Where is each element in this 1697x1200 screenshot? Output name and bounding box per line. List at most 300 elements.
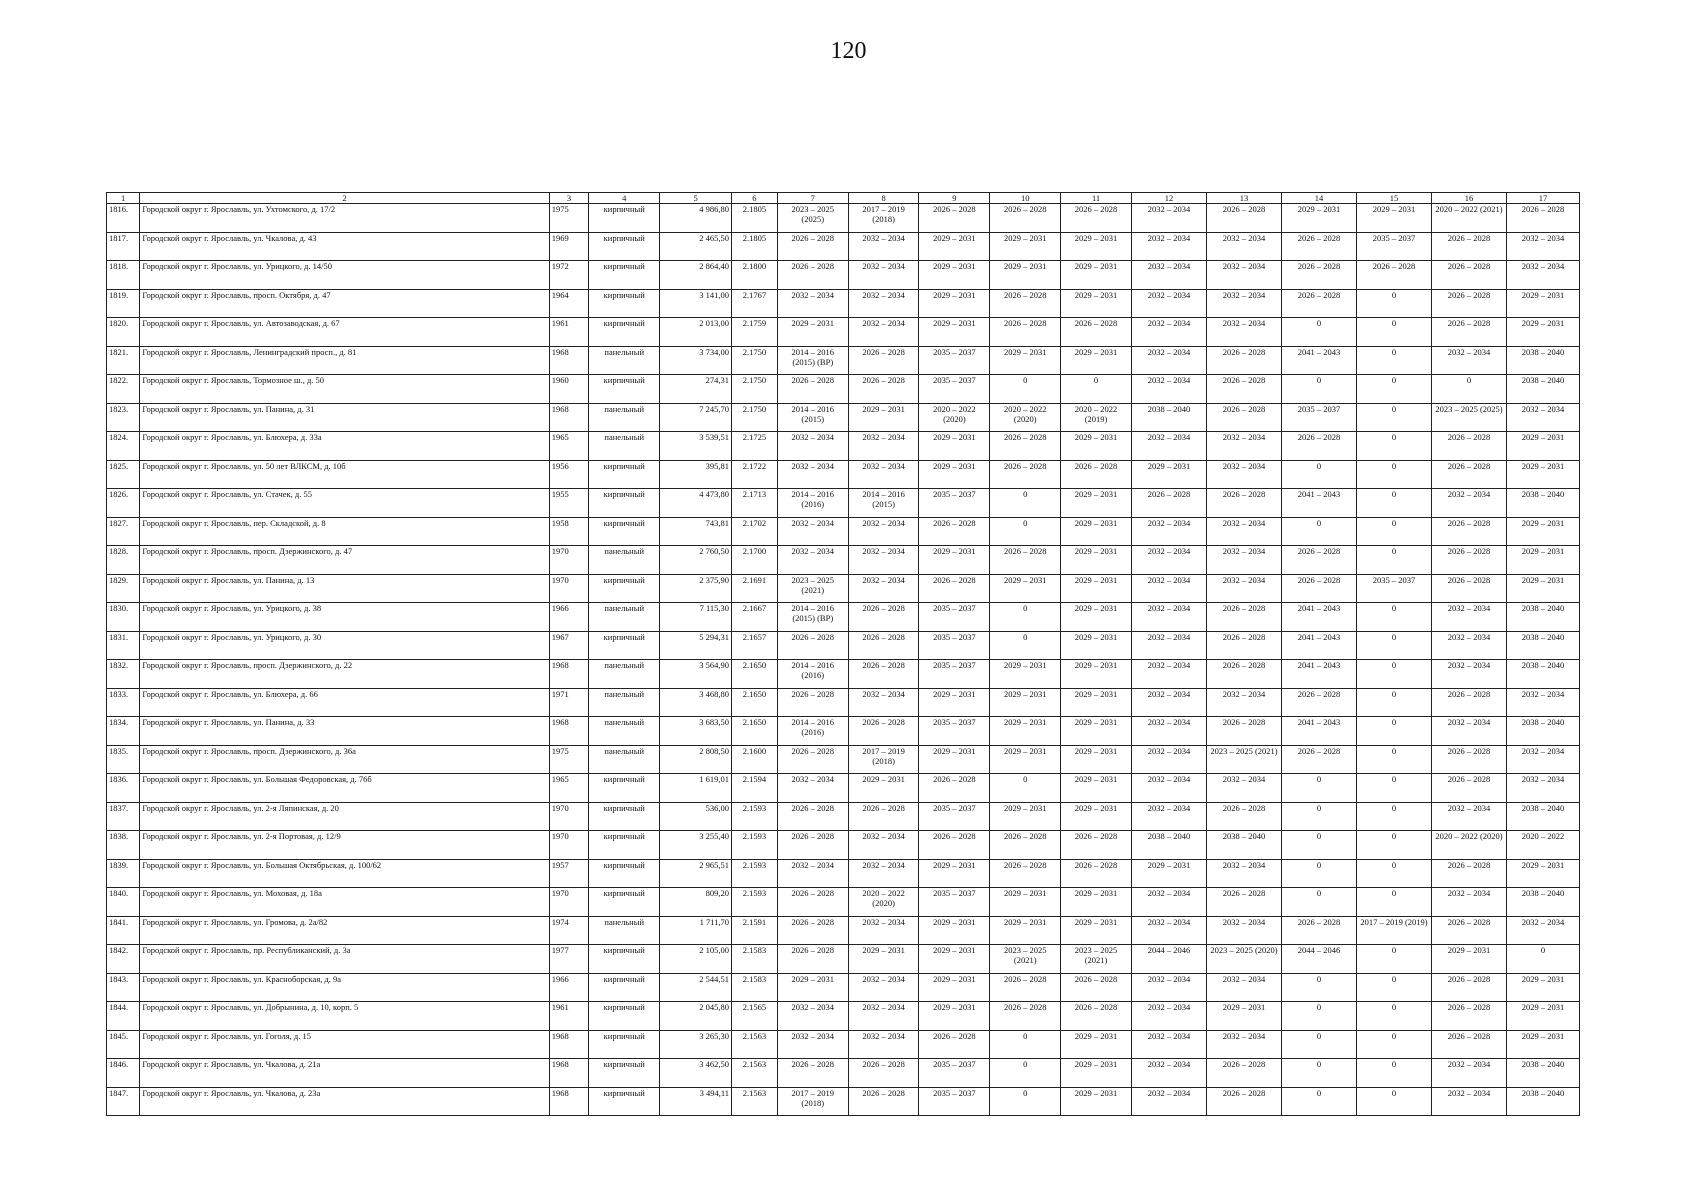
period-col-12-cell: 2026 – 2028 [1131,489,1206,518]
row-number-cell: 1832. [107,660,140,689]
wall-material-cell: панельный [589,403,660,432]
wall-material-cell: кирпичный [589,1002,660,1031]
address-cell: Городской округ г. Ярославль, просп. Дзержинского, д. 47 [140,546,549,575]
rank-cell: 2.1805 [732,204,778,233]
rank-cell: 2.1563 [732,1059,778,1088]
period-col-11-cell: 2026 – 2028 [1061,831,1132,860]
period-col-15-cell: 2026 – 2028 [1356,261,1431,290]
area-cell: 3 734,00 [660,346,732,375]
period-col-12-cell: 2032 – 2034 [1131,261,1206,290]
row-number-cell: 1835. [107,745,140,774]
period-col-10-cell: 0 [990,603,1061,632]
registry-table-container [106,192,1580,1116]
area-cell: 3 468,80 [660,688,732,717]
period-col-15-cell: 0 [1356,802,1431,831]
address-cell: Городской округ г. Ярославль, ул. Блюхера, д. 66 [140,688,549,717]
period-col-7-cell: 2029 – 2031 [777,318,848,347]
period-col-13-cell: 2026 – 2028 [1206,489,1281,518]
area-cell: 2 544,51 [660,973,732,1002]
table-row [107,717,1580,746]
period-col-15-cell: 2017 – 2019 (2019) [1356,916,1431,945]
period-col-14-cell: 2026 – 2028 [1281,546,1356,575]
table-row [107,403,1580,432]
period-col-11-cell: 2029 – 2031 [1061,717,1132,746]
period-col-14-cell: 0 [1281,831,1356,860]
address-cell: Городской округ г. Ярославль, ул. Урицкого, д. 38 [140,603,549,632]
year-built-cell: 1960 [549,375,589,404]
period-col-13-cell: 2032 – 2034 [1206,432,1281,461]
address-cell: Городской округ г. Ярославль, Тормозное ш., д. 50 [140,375,549,404]
address-cell: Городской округ г. Ярославль, ул. Большая Октябрьская, д. 100/62 [140,859,549,888]
period-col-13-cell: 2032 – 2034 [1206,546,1281,575]
period-col-10-cell: 2029 – 2031 [990,717,1061,746]
period-col-10-cell: 2029 – 2031 [990,660,1061,689]
row-number-cell: 1839. [107,859,140,888]
period-col-11-cell: 2029 – 2031 [1061,774,1132,803]
period-col-13-cell: 2032 – 2034 [1206,688,1281,717]
rank-cell: 2.1593 [732,888,778,917]
period-col-17-cell: 2029 – 2031 [1506,574,1579,603]
table-row [107,631,1580,660]
column-header-10: 10 [990,193,1061,204]
rank-cell: 2.1691 [732,574,778,603]
rank-cell: 2.1583 [732,973,778,1002]
period-col-8-cell: 2032 – 2034 [848,460,919,489]
period-col-9-cell: 2029 – 2031 [919,289,990,318]
area-cell: 1 711,70 [660,916,732,945]
period-col-10-cell: 0 [990,375,1061,404]
period-col-12-cell: 2032 – 2034 [1131,688,1206,717]
row-number-cell: 1831. [107,631,140,660]
rank-cell: 2.1650 [732,717,778,746]
period-col-8-cell: 2032 – 2034 [848,261,919,290]
period-col-16-cell: 2032 – 2034 [1431,1087,1506,1116]
period-col-15-cell: 0 [1356,546,1431,575]
period-col-12-cell: 2032 – 2034 [1131,802,1206,831]
period-col-16-cell: 2032 – 2034 [1431,888,1506,917]
period-col-11-cell: 2029 – 2031 [1061,546,1132,575]
wall-material-cell: панельный [589,916,660,945]
period-col-9-cell: 2035 – 2037 [919,802,990,831]
year-built-cell: 1961 [549,318,589,347]
table-row [107,688,1580,717]
period-col-9-cell: 2035 – 2037 [919,489,990,518]
period-col-17-cell: 2038 – 2040 [1506,1087,1579,1116]
wall-material-cell: кирпичный [589,973,660,1002]
year-built-cell: 1964 [549,289,589,318]
period-col-8-cell: 2029 – 2031 [848,774,919,803]
period-col-12-cell: 2032 – 2034 [1131,1087,1206,1116]
period-col-9-cell: 2029 – 2031 [919,745,990,774]
period-col-8-cell: 2017 – 2019 (2018) [848,745,919,774]
table-row [107,1030,1580,1059]
period-col-8-cell: 2032 – 2034 [848,318,919,347]
period-col-12-cell: 2032 – 2034 [1131,204,1206,233]
period-col-10-cell: 2020 – 2022 (2020) [990,403,1061,432]
area-cell: 743,81 [660,517,732,546]
column-header-3: 3 [549,193,589,204]
address-cell: Городской округ г. Ярославль, ул. Добрынина, д. 10, корп. 5 [140,1002,549,1031]
row-number-cell: 1822. [107,375,140,404]
period-col-15-cell: 0 [1356,1030,1431,1059]
wall-material-cell: кирпичный [589,318,660,347]
area-cell: 3 141,00 [660,289,732,318]
period-col-13-cell: 2026 – 2028 [1206,603,1281,632]
period-col-9-cell: 2035 – 2037 [919,888,990,917]
period-col-13-cell: 2026 – 2028 [1206,346,1281,375]
wall-material-cell: кирпичный [589,375,660,404]
period-col-13-cell: 2032 – 2034 [1206,460,1281,489]
period-col-12-cell: 2032 – 2034 [1131,916,1206,945]
column-header-8: 8 [848,193,919,204]
period-col-13-cell: 2026 – 2028 [1206,802,1281,831]
column-header-13: 13 [1206,193,1281,204]
table-row [107,888,1580,917]
area-cell: 3 539,51 [660,432,732,461]
period-col-13-cell: 2029 – 2031 [1206,1002,1281,1031]
period-col-17-cell: 2032 – 2034 [1506,688,1579,717]
column-header-4: 4 [589,193,660,204]
address-cell: Городской округ г. Ярославль, ул. Автозаводская, д. 67 [140,318,549,347]
year-built-cell: 1965 [549,774,589,803]
period-col-13-cell: 2032 – 2034 [1206,574,1281,603]
period-col-16-cell: 2029 – 2031 [1431,945,1506,974]
row-number-cell: 1830. [107,603,140,632]
period-col-8-cell: 2026 – 2028 [848,346,919,375]
rank-cell: 2.1767 [732,289,778,318]
rank-cell: 2.1750 [732,375,778,404]
period-col-8-cell: 2020 – 2022 (2020) [848,888,919,917]
period-col-17-cell: 2038 – 2040 [1506,489,1579,518]
wall-material-cell: кирпичный [589,888,660,917]
period-col-15-cell: 0 [1356,489,1431,518]
period-col-10-cell: 2029 – 2031 [990,802,1061,831]
year-built-cell: 1969 [549,232,589,261]
wall-material-cell: кирпичный [589,1087,660,1116]
rank-cell: 2.1759 [732,318,778,347]
address-cell: Городской округ г. Ярославль, ул. Панина, д. 31 [140,403,549,432]
period-col-10-cell: 2029 – 2031 [990,688,1061,717]
period-col-7-cell: 2026 – 2028 [777,888,848,917]
row-number-cell: 1820. [107,318,140,347]
period-col-16-cell: 2026 – 2028 [1431,973,1506,1002]
period-col-7-cell: 2032 – 2034 [777,517,848,546]
period-col-17-cell: 2032 – 2034 [1506,403,1579,432]
period-col-12-cell: 2032 – 2034 [1131,346,1206,375]
area-cell: 2 465,50 [660,232,732,261]
rank-cell: 2.1750 [732,346,778,375]
period-col-14-cell: 2035 – 2037 [1281,403,1356,432]
year-built-cell: 1966 [549,973,589,1002]
period-col-9-cell: 2035 – 2037 [919,603,990,632]
period-col-14-cell: 0 [1281,1087,1356,1116]
period-col-17-cell: 2038 – 2040 [1506,660,1579,689]
rank-cell: 2.1565 [732,1002,778,1031]
period-col-8-cell: 2029 – 2031 [848,403,919,432]
period-col-11-cell: 2020 – 2022 (2019) [1061,403,1132,432]
period-col-12-cell: 2038 – 2040 [1131,403,1206,432]
row-number-cell: 1828. [107,546,140,575]
period-col-8-cell: 2032 – 2034 [848,517,919,546]
period-col-9-cell: 2026 – 2028 [919,574,990,603]
period-col-7-cell: 2032 – 2034 [777,460,848,489]
period-col-17-cell: 2029 – 2031 [1506,546,1579,575]
period-col-14-cell: 2029 – 2031 [1281,204,1356,233]
period-col-16-cell: 2026 – 2028 [1431,859,1506,888]
year-built-cell: 1966 [549,603,589,632]
wall-material-cell: панельный [589,745,660,774]
year-built-cell: 1971 [549,688,589,717]
period-col-16-cell: 2026 – 2028 [1431,318,1506,347]
period-col-9-cell: 2020 – 2022 (2020) [919,403,990,432]
area-cell: 4 473,80 [660,489,732,518]
address-cell: Городской округ г. Ярославль, просп. Октября, д. 47 [140,289,549,318]
wall-material-cell: панельный [589,688,660,717]
wall-material-cell: кирпичный [589,232,660,261]
period-col-7-cell: 2029 – 2031 [777,973,848,1002]
period-col-9-cell: 2026 – 2028 [919,517,990,546]
year-built-cell: 1968 [549,1087,589,1116]
period-col-8-cell: 2026 – 2028 [848,1059,919,1088]
period-col-14-cell: 2026 – 2028 [1281,289,1356,318]
period-col-11-cell: 2029 – 2031 [1061,888,1132,917]
period-col-14-cell: 2026 – 2028 [1281,261,1356,290]
column-header-2: 2 [140,193,549,204]
period-col-15-cell: 0 [1356,973,1431,1002]
rank-cell: 2.1702 [732,517,778,546]
period-col-7-cell: 2023 – 2025 (2021) [777,574,848,603]
period-col-12-cell: 2032 – 2034 [1131,517,1206,546]
area-cell: 3 255,40 [660,831,732,860]
period-col-11-cell: 2026 – 2028 [1061,973,1132,1002]
period-col-12-cell: 2032 – 2034 [1131,888,1206,917]
period-col-17-cell: 2038 – 2040 [1506,888,1579,917]
period-col-10-cell: 2029 – 2031 [990,745,1061,774]
period-col-13-cell: 2032 – 2034 [1206,916,1281,945]
row-number-cell: 1840. [107,888,140,917]
period-col-7-cell: 2014 – 2016 (2015) (ВР) [777,603,848,632]
period-col-14-cell: 2026 – 2028 [1281,688,1356,717]
period-col-15-cell: 0 [1356,517,1431,546]
period-col-15-cell: 0 [1356,1059,1431,1088]
period-col-17-cell: 2032 – 2034 [1506,232,1579,261]
period-col-10-cell: 2029 – 2031 [990,261,1061,290]
year-built-cell: 1974 [549,916,589,945]
period-col-16-cell: 2032 – 2034 [1431,346,1506,375]
period-col-11-cell: 2029 – 2031 [1061,802,1132,831]
period-col-17-cell: 2026 – 2028 [1506,204,1579,233]
table-row [107,517,1580,546]
table-row [107,1087,1580,1116]
period-col-9-cell: 2035 – 2037 [919,660,990,689]
table-row [107,232,1580,261]
period-col-14-cell: 0 [1281,888,1356,917]
period-col-10-cell: 2026 – 2028 [990,859,1061,888]
address-cell: Городской округ г. Ярославль, ул. 2-я Ляпинская, д. 20 [140,802,549,831]
table-row [107,916,1580,945]
rank-cell: 2.1667 [732,603,778,632]
address-cell: Городской округ г. Ярославль, ул. Гоголя, д. 15 [140,1030,549,1059]
period-col-15-cell: 0 [1356,1002,1431,1031]
period-col-10-cell: 0 [990,517,1061,546]
period-col-8-cell: 2026 – 2028 [848,660,919,689]
period-col-13-cell: 2032 – 2034 [1206,261,1281,290]
period-col-11-cell: 2029 – 2031 [1061,745,1132,774]
rank-cell: 2.1583 [732,945,778,974]
period-col-10-cell: 2026 – 2028 [990,973,1061,1002]
year-built-cell: 1968 [549,1030,589,1059]
period-col-12-cell: 2032 – 2034 [1131,745,1206,774]
year-built-cell: 1968 [549,403,589,432]
period-col-9-cell: 2029 – 2031 [919,546,990,575]
rank-cell: 2.1700 [732,546,778,575]
row-number-cell: 1827. [107,517,140,546]
period-col-16-cell: 2026 – 2028 [1431,432,1506,461]
rank-cell: 2.1593 [732,802,778,831]
period-col-17-cell: 2038 – 2040 [1506,346,1579,375]
table-row [107,375,1580,404]
area-cell: 536,00 [660,802,732,831]
period-col-12-cell: 2032 – 2034 [1131,1059,1206,1088]
period-col-11-cell: 2029 – 2031 [1061,916,1132,945]
rank-cell: 2.1722 [732,460,778,489]
period-col-7-cell: 2032 – 2034 [777,1002,848,1031]
address-cell: Городской округ г. Ярославль, пр. Республиканский, д. 3а [140,945,549,974]
period-col-14-cell: 2041 – 2043 [1281,660,1356,689]
period-col-8-cell: 2032 – 2034 [848,546,919,575]
period-col-12-cell: 2032 – 2034 [1131,973,1206,1002]
period-col-9-cell: 2029 – 2031 [919,1002,990,1031]
period-col-14-cell: 2041 – 2043 [1281,489,1356,518]
period-col-7-cell: 2026 – 2028 [777,261,848,290]
table-row [107,261,1580,290]
area-cell: 395,81 [660,460,732,489]
period-col-11-cell: 2026 – 2028 [1061,460,1132,489]
row-number-cell: 1843. [107,973,140,1002]
period-col-12-cell: 2029 – 2031 [1131,859,1206,888]
period-col-7-cell: 2026 – 2028 [777,1059,848,1088]
period-col-10-cell: 2029 – 2031 [990,888,1061,917]
wall-material-cell: кирпичный [589,774,660,803]
period-col-7-cell: 2026 – 2028 [777,916,848,945]
address-cell: Городской округ г. Ярославль, ул. 2-я Портовая, д. 12/9 [140,831,549,860]
period-col-7-cell: 2026 – 2028 [777,831,848,860]
year-built-cell: 1970 [549,574,589,603]
period-col-17-cell: 2020 – 2022 [1506,831,1579,860]
period-col-10-cell: 2029 – 2031 [990,916,1061,945]
row-number-cell: 1821. [107,346,140,375]
row-number-cell: 1823. [107,403,140,432]
period-col-13-cell: 2032 – 2034 [1206,318,1281,347]
table-row [107,460,1580,489]
period-col-11-cell: 0 [1061,375,1132,404]
period-col-15-cell: 0 [1356,603,1431,632]
area-cell: 2 105,00 [660,945,732,974]
period-col-16-cell: 2026 – 2028 [1431,517,1506,546]
year-built-cell: 1967 [549,631,589,660]
rank-cell: 2.1800 [732,261,778,290]
period-col-15-cell: 0 [1356,432,1431,461]
period-col-10-cell: 2026 – 2028 [990,204,1061,233]
year-built-cell: 1968 [549,1059,589,1088]
period-col-14-cell: 2041 – 2043 [1281,631,1356,660]
wall-material-cell: кирпичный [589,1059,660,1088]
area-cell: 3 564,90 [660,660,732,689]
period-col-13-cell: 2026 – 2028 [1206,204,1281,233]
period-col-11-cell: 2029 – 2031 [1061,517,1132,546]
rank-cell: 2.1563 [732,1087,778,1116]
period-col-9-cell: 2026 – 2028 [919,204,990,233]
period-col-17-cell: 2038 – 2040 [1506,631,1579,660]
period-col-10-cell: 2029 – 2031 [990,346,1061,375]
period-col-16-cell: 2026 – 2028 [1431,546,1506,575]
address-cell: Городской округ г. Ярославль, ул. Стачек, д. 55 [140,489,549,518]
period-col-9-cell: 2035 – 2037 [919,1087,990,1116]
column-header-1: 1 [107,193,140,204]
period-col-9-cell: 2035 – 2037 [919,375,990,404]
address-cell: Городской округ г. Ярославль, ул. Чкалова, д. 43 [140,232,549,261]
area-cell: 3 462,50 [660,1059,732,1088]
area-cell: 2 760,50 [660,546,732,575]
period-col-10-cell: 2026 – 2028 [990,318,1061,347]
rank-cell: 2.1750 [732,403,778,432]
address-cell: Городской округ г. Ярославль, ул. Блюхера, д. 33а [140,432,549,461]
period-col-16-cell: 2026 – 2028 [1431,688,1506,717]
year-built-cell: 1970 [549,831,589,860]
period-col-11-cell: 2029 – 2031 [1061,1059,1132,1088]
period-col-7-cell: 2026 – 2028 [777,631,848,660]
area-cell: 4 986,80 [660,204,732,233]
row-number-cell: 1834. [107,717,140,746]
period-col-16-cell: 2032 – 2034 [1431,717,1506,746]
period-col-14-cell: 2041 – 2043 [1281,346,1356,375]
period-col-15-cell: 0 [1356,1087,1431,1116]
period-col-17-cell: 2029 – 2031 [1506,432,1579,461]
period-col-13-cell: 2032 – 2034 [1206,232,1281,261]
period-col-13-cell: 2026 – 2028 [1206,888,1281,917]
column-header-7: 7 [777,193,848,204]
year-built-cell: 1970 [549,888,589,917]
period-col-15-cell: 2035 – 2037 [1356,574,1431,603]
period-col-16-cell: 2032 – 2034 [1431,631,1506,660]
period-col-17-cell: 2029 – 2031 [1506,460,1579,489]
period-col-10-cell: 2029 – 2031 [990,574,1061,603]
wall-material-cell: кирпичный [589,489,660,518]
rank-cell: 2.1650 [732,660,778,689]
year-built-cell: 1968 [549,346,589,375]
year-built-cell: 1968 [549,660,589,689]
wall-material-cell: панельный [589,603,660,632]
period-col-11-cell: 2026 – 2028 [1061,318,1132,347]
year-built-cell: 1956 [549,460,589,489]
year-built-cell: 1977 [549,945,589,974]
period-col-16-cell: 2026 – 2028 [1431,574,1506,603]
row-number-cell: 1826. [107,489,140,518]
period-col-14-cell: 0 [1281,460,1356,489]
column-header-12: 12 [1131,193,1206,204]
period-col-14-cell: 0 [1281,973,1356,1002]
rank-cell: 2.1600 [732,745,778,774]
period-col-12-cell: 2032 – 2034 [1131,631,1206,660]
period-col-14-cell: 0 [1281,1059,1356,1088]
row-number-cell: 1844. [107,1002,140,1031]
table-row [107,859,1580,888]
wall-material-cell: панельный [589,660,660,689]
period-col-9-cell: 2035 – 2037 [919,717,990,746]
rank-cell: 2.1650 [732,688,778,717]
address-cell: Городской округ г. Ярославль, ул. Панина, д. 13 [140,574,549,603]
period-col-8-cell: 2032 – 2034 [848,859,919,888]
